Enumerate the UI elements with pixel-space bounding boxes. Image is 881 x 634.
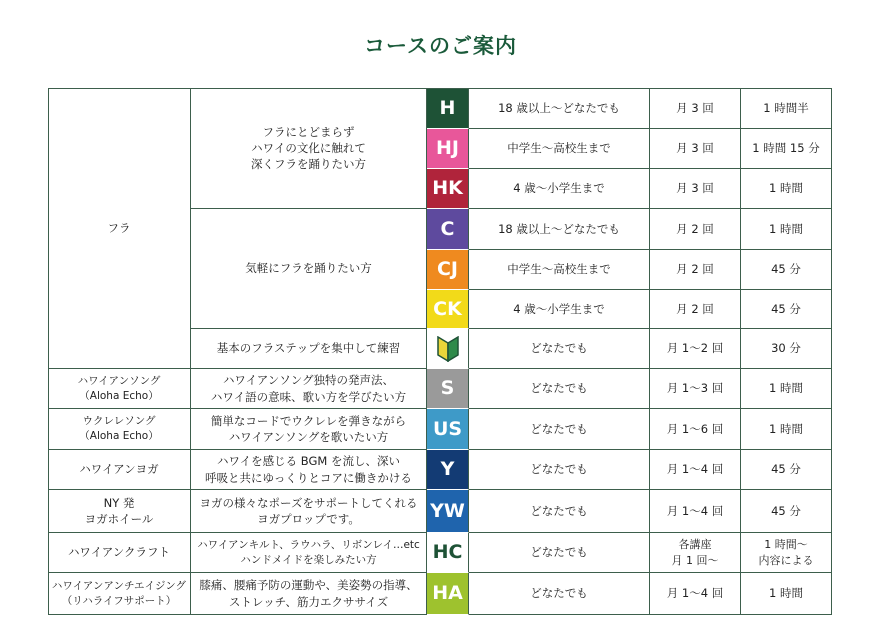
category-ny-yoga-wheel: NY 発 ヨガホイール (48, 490, 191, 533)
category-hawaiian-craft: ハワイアンクラフト (48, 533, 191, 573)
age-range: 中学生～高校生まで (469, 250, 650, 290)
lesson-frequency: 月 1～2 回 (650, 329, 741, 369)
course-code-badge: HK (427, 169, 469, 209)
lesson-duration: 1 時間～ 内容による (741, 533, 832, 573)
age-range: どなたでも (469, 490, 650, 533)
lesson-duration: 1 時間半 (741, 88, 832, 129)
category-anti-aging: ハワイアンアンチエイジング （リハライフサポート） (48, 573, 191, 615)
age-range: どなたでも (469, 450, 650, 490)
lesson-duration: 1 時間 (741, 409, 832, 450)
course-code-badge: Y (427, 450, 469, 490)
lesson-frequency: 月 3 回 (650, 129, 741, 169)
description-ny-yoga-wheel: ヨガの様々なポーズをサポートしてくれる ヨガプロップです。 (191, 490, 427, 533)
course-code-badge: H (427, 88, 469, 129)
lesson-frequency: 月 2 回 (650, 250, 741, 290)
lesson-frequency: 月 2 回 (650, 290, 741, 329)
course-code-badge: US (427, 409, 469, 450)
course-code-badge: HJ (427, 129, 469, 169)
lesson-frequency: 月 2 回 (650, 209, 741, 250)
description-hula-deep: フラにとどまらず ハワイの文化に触れて 深くフラを踊りたい方 (191, 88, 427, 209)
age-range: どなたでも (469, 573, 650, 615)
lesson-duration: 1 時間 (741, 209, 832, 250)
lesson-frequency: 月 1～4 回 (650, 490, 741, 533)
age-range: どなたでも (469, 369, 650, 409)
course-table (48, 88, 832, 615)
lesson-duration: 1 時間 15 分 (741, 129, 832, 169)
course-code-badge: YW (427, 490, 469, 533)
category-ukulele-song: ウクレレソング （Aloha Echo） (48, 409, 191, 450)
lesson-frequency: 月 3 回 (650, 88, 741, 129)
course-code-badge: S (427, 369, 469, 409)
lesson-duration: 1 時間 (741, 369, 832, 409)
age-range: 18 歳以上～どなたでも (469, 209, 650, 250)
category-hawaiian-yoga: ハワイアンヨガ (48, 450, 191, 490)
age-range: どなたでも (469, 533, 650, 573)
lesson-duration: 45 分 (741, 450, 832, 490)
lesson-frequency: 月 1～4 回 (650, 450, 741, 490)
course-code-badge: C (427, 209, 469, 250)
age-range: どなたでも (469, 409, 650, 450)
course-code-badge: CJ (427, 250, 469, 290)
course-code-badge: HC (427, 533, 469, 573)
age-range: 4 歳～小学生まで (469, 290, 650, 329)
description-anti-aging: 膝痛、腰痛予防の運動や、美姿勢の指導、 ストレッチ、筋力エクササイズ (191, 573, 427, 615)
lesson-frequency: 各講座 月 1 回～ (650, 533, 741, 573)
course-code-badge: CK (427, 290, 469, 329)
description-ukulele-song: 簡単なコードでウクレレを弾きながら ハワイアンソングを歌いたい方 (191, 409, 427, 450)
category-hawaiian-song: ハワイアンソング （Aloha Echo） (48, 369, 191, 409)
lesson-duration: 45 分 (741, 250, 832, 290)
description-hawaiian-craft: ハワイアンキルト、ラウハラ、リボンレイ…etc ハンドメイドを楽しみたい方 (191, 533, 427, 573)
description-hula-casual: 気軽にフラを踊りたい方 (191, 209, 427, 329)
lesson-duration: 45 分 (741, 490, 832, 533)
description-hula-basic: 基本のフラステップを集中して練習 (191, 329, 427, 369)
age-range: 4 歳～小学生まで (469, 169, 650, 209)
beginner-mark-icon (427, 329, 469, 369)
lesson-frequency: 月 3 回 (650, 169, 741, 209)
lesson-duration: 30 分 (741, 329, 832, 369)
age-range: どなたでも (469, 329, 650, 369)
page-title: コースのご案内 (364, 34, 517, 58)
age-range: 18 歳以上～どなたでも (469, 88, 650, 129)
description-hawaiian-yoga: ハワイを感じる BGM を流し、深い 呼吸と共にゆっくりとコアに働きかける (191, 450, 427, 490)
category-hula: フラ (48, 88, 191, 369)
lesson-duration: 1 時間 (741, 573, 832, 615)
lesson-frequency: 月 1～6 回 (650, 409, 741, 450)
lesson-duration: 45 分 (741, 290, 832, 329)
lesson-frequency: 月 1～4 回 (650, 573, 741, 615)
description-hawaiian-song: ハワイアンソング独特の発声法、 ハワイ語の意味、歌い方を学びたい方 (191, 369, 427, 409)
lesson-duration: 1 時間 (741, 169, 832, 209)
lesson-frequency: 月 1～3 回 (650, 369, 741, 409)
age-range: 中学生～高校生まで (469, 129, 650, 169)
course-code-badge: HA (427, 573, 469, 615)
